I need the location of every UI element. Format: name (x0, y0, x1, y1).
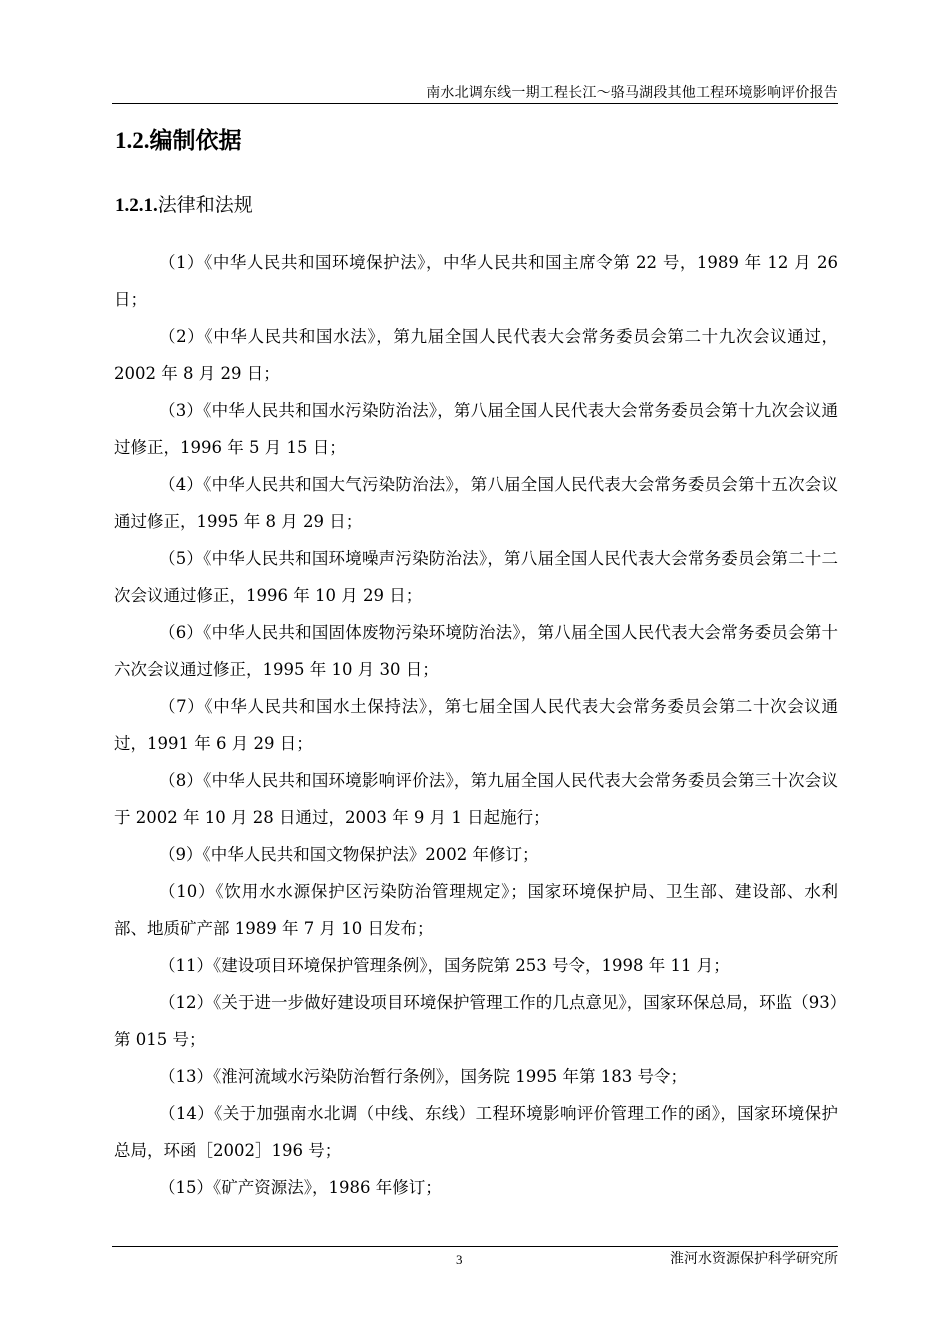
subsection-heading (115, 190, 253, 221)
subsection-number: 1.2.1. (115, 195, 158, 216)
page-header (112, 84, 838, 104)
list-item: （5）《中华人民共和国环境噪声污染防治法》，第八届全国人民代表大会常务委员会第二十二次会议通过修正，1996 年 10 月 29 日； (114, 549, 838, 605)
list-item: （12）《关于进一步做好建设项目环境保护管理工作的几点意见》，国家环保总局，环监（93）第 015 号； (114, 993, 838, 1049)
list-item: （4）《中华人民共和国大气污染防治法》，第八届全国人民代表大会常务委员会第十五次会议通过修正，1995 年 8 月 29 日； (114, 475, 838, 531)
list-item: （1）《中华人民共和国环境保护法》，中华人民共和国主席令第 22 号，1989 年 12 月 26 日； (114, 253, 838, 309)
header-divider (112, 103, 838, 104)
report-title: 南水北调东线一期工程长江～骆马湖段其他工程环境影响评价报告 (426, 85, 838, 101)
section-title: 编制依据 (149, 127, 242, 154)
footer-divider (112, 1246, 838, 1247)
list-item: （14）《关于加强南水北调（中线、东线）工程环境影响评价管理工作的函》，国家环境保护总局，环函［2002］196 号； (114, 1104, 838, 1160)
list-item: （2）《中华人民共和国水法》，第九届全国人民代表大会常务委员会第二十九次会议通过，2002 年 8 月 29 日； (114, 327, 838, 383)
list-item: （11）《建设项目环境保护管理条例》，国务院第 253 号令，1998 年 11 月； (159, 956, 730, 975)
list-item: （15）《矿产资源法》，1986 年修订； (159, 1178, 442, 1197)
list-item: （3）《中华人民共和国水污染防治法》，第八届全国人民代表大会常务委员会第十九次会议通过修正，1996 年 5 月 15 日； (114, 401, 838, 457)
page-number: 3 (456, 1252, 463, 1267)
list-item: （10）《饮用水水源保护区污染防治管理规定》；国家环境保护局、卫生部、建设部、水利部、地质矿产部 1989 年 7 月 10 日发布； (114, 882, 838, 938)
list-item: （9）《中华人民共和国文物保护法》2002 年修订； (159, 845, 539, 864)
list-item: （13）《淮河流域水污染防治暂行条例》，国务院 1995 年第 183 号令； (159, 1067, 687, 1086)
list-item: （7）《中华人民共和国水土保持法》，第七届全国人民代表大会常务委员会第二十次会议通过，1991 年 6 月 29 日； (114, 697, 838, 753)
subsection-title: 法律和法规 (157, 194, 253, 216)
regulation-list (114, 244, 838, 1206)
list-item: （6）《中华人民共和国固体废物污染环境防治法》，第八届全国人民代表大会常务委员会第十六次会议通过修正，1995 年 10 月 30 日； (114, 623, 838, 679)
section-heading (115, 124, 242, 158)
footer-organization: 淮河水资源保护科学研究所 (670, 1251, 838, 1267)
section-number: 1.2. (115, 128, 150, 153)
list-item: （8）《中华人民共和国环境影响评价法》，第九届全国人民代表大会常务委员会第三十次会议于 2002 年 10 月 28 日通过，2003 年 9 月 1 日起施行； (114, 771, 838, 827)
